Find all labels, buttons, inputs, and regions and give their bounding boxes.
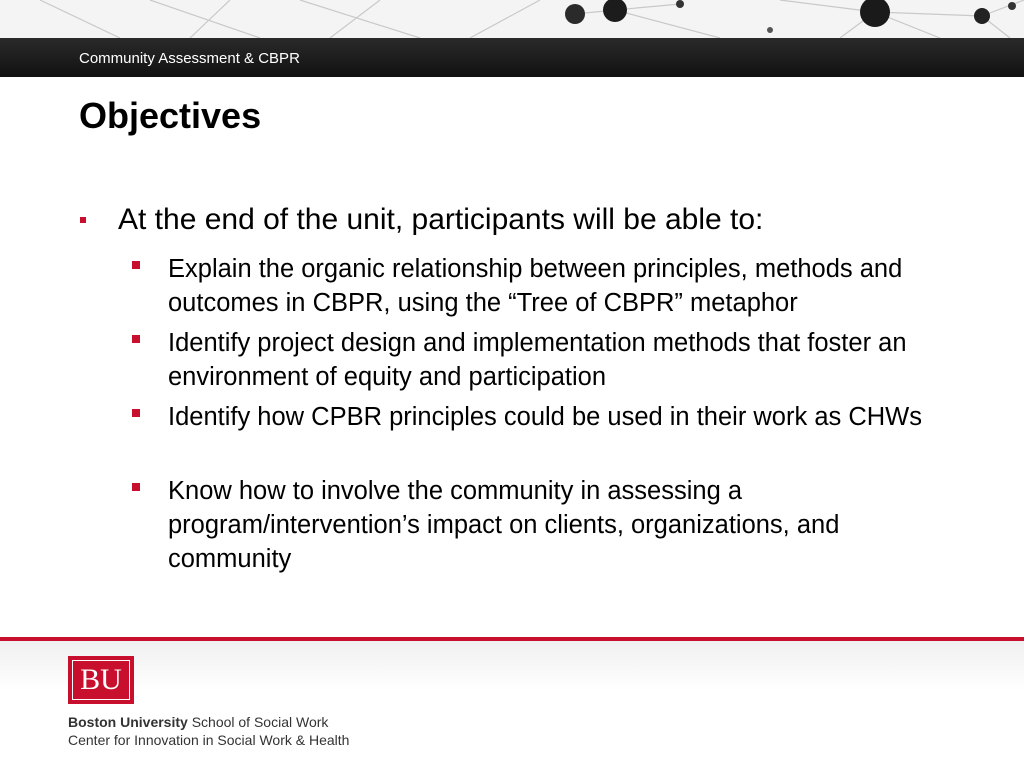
bu-logo xyxy=(68,656,134,704)
institution-name xyxy=(68,714,328,730)
university-name: Boston University xyxy=(68,714,188,730)
school-name: School of Social Work xyxy=(187,714,329,730)
list-item-text: Identify project design and implementation methods that foster an environment of equity and participation xyxy=(168,329,907,391)
list-item-text: Know how to involve the community in assessing a program/intervention’s impact on clients, organizations, and community xyxy=(168,477,840,573)
bullet-marker xyxy=(132,335,140,343)
bullet-marker xyxy=(132,409,140,417)
bullet-marker xyxy=(80,217,86,223)
bullet-marker xyxy=(132,483,140,491)
footer xyxy=(0,641,1024,768)
list-item-text: Identify how CPBR principles could be used in their work as CHWs xyxy=(168,403,922,431)
bu-logo-text: BU xyxy=(72,660,130,700)
network-graphic xyxy=(0,0,1024,38)
course-title: Community Assessment & CBPR xyxy=(79,50,300,67)
list-item-text: Explain the organic relationship between principles, methods and outcomes in CBPR, using the “Tree of CBPR” metaphor xyxy=(168,255,903,317)
header-bar xyxy=(0,38,1024,77)
slide-title: Objectives xyxy=(79,95,262,136)
center-name: Center for Innovation in Social Work & Health xyxy=(68,732,350,748)
main-bullet-text: At the end of the unit, participants will be able to: xyxy=(118,203,764,236)
bullet-marker xyxy=(132,261,140,269)
